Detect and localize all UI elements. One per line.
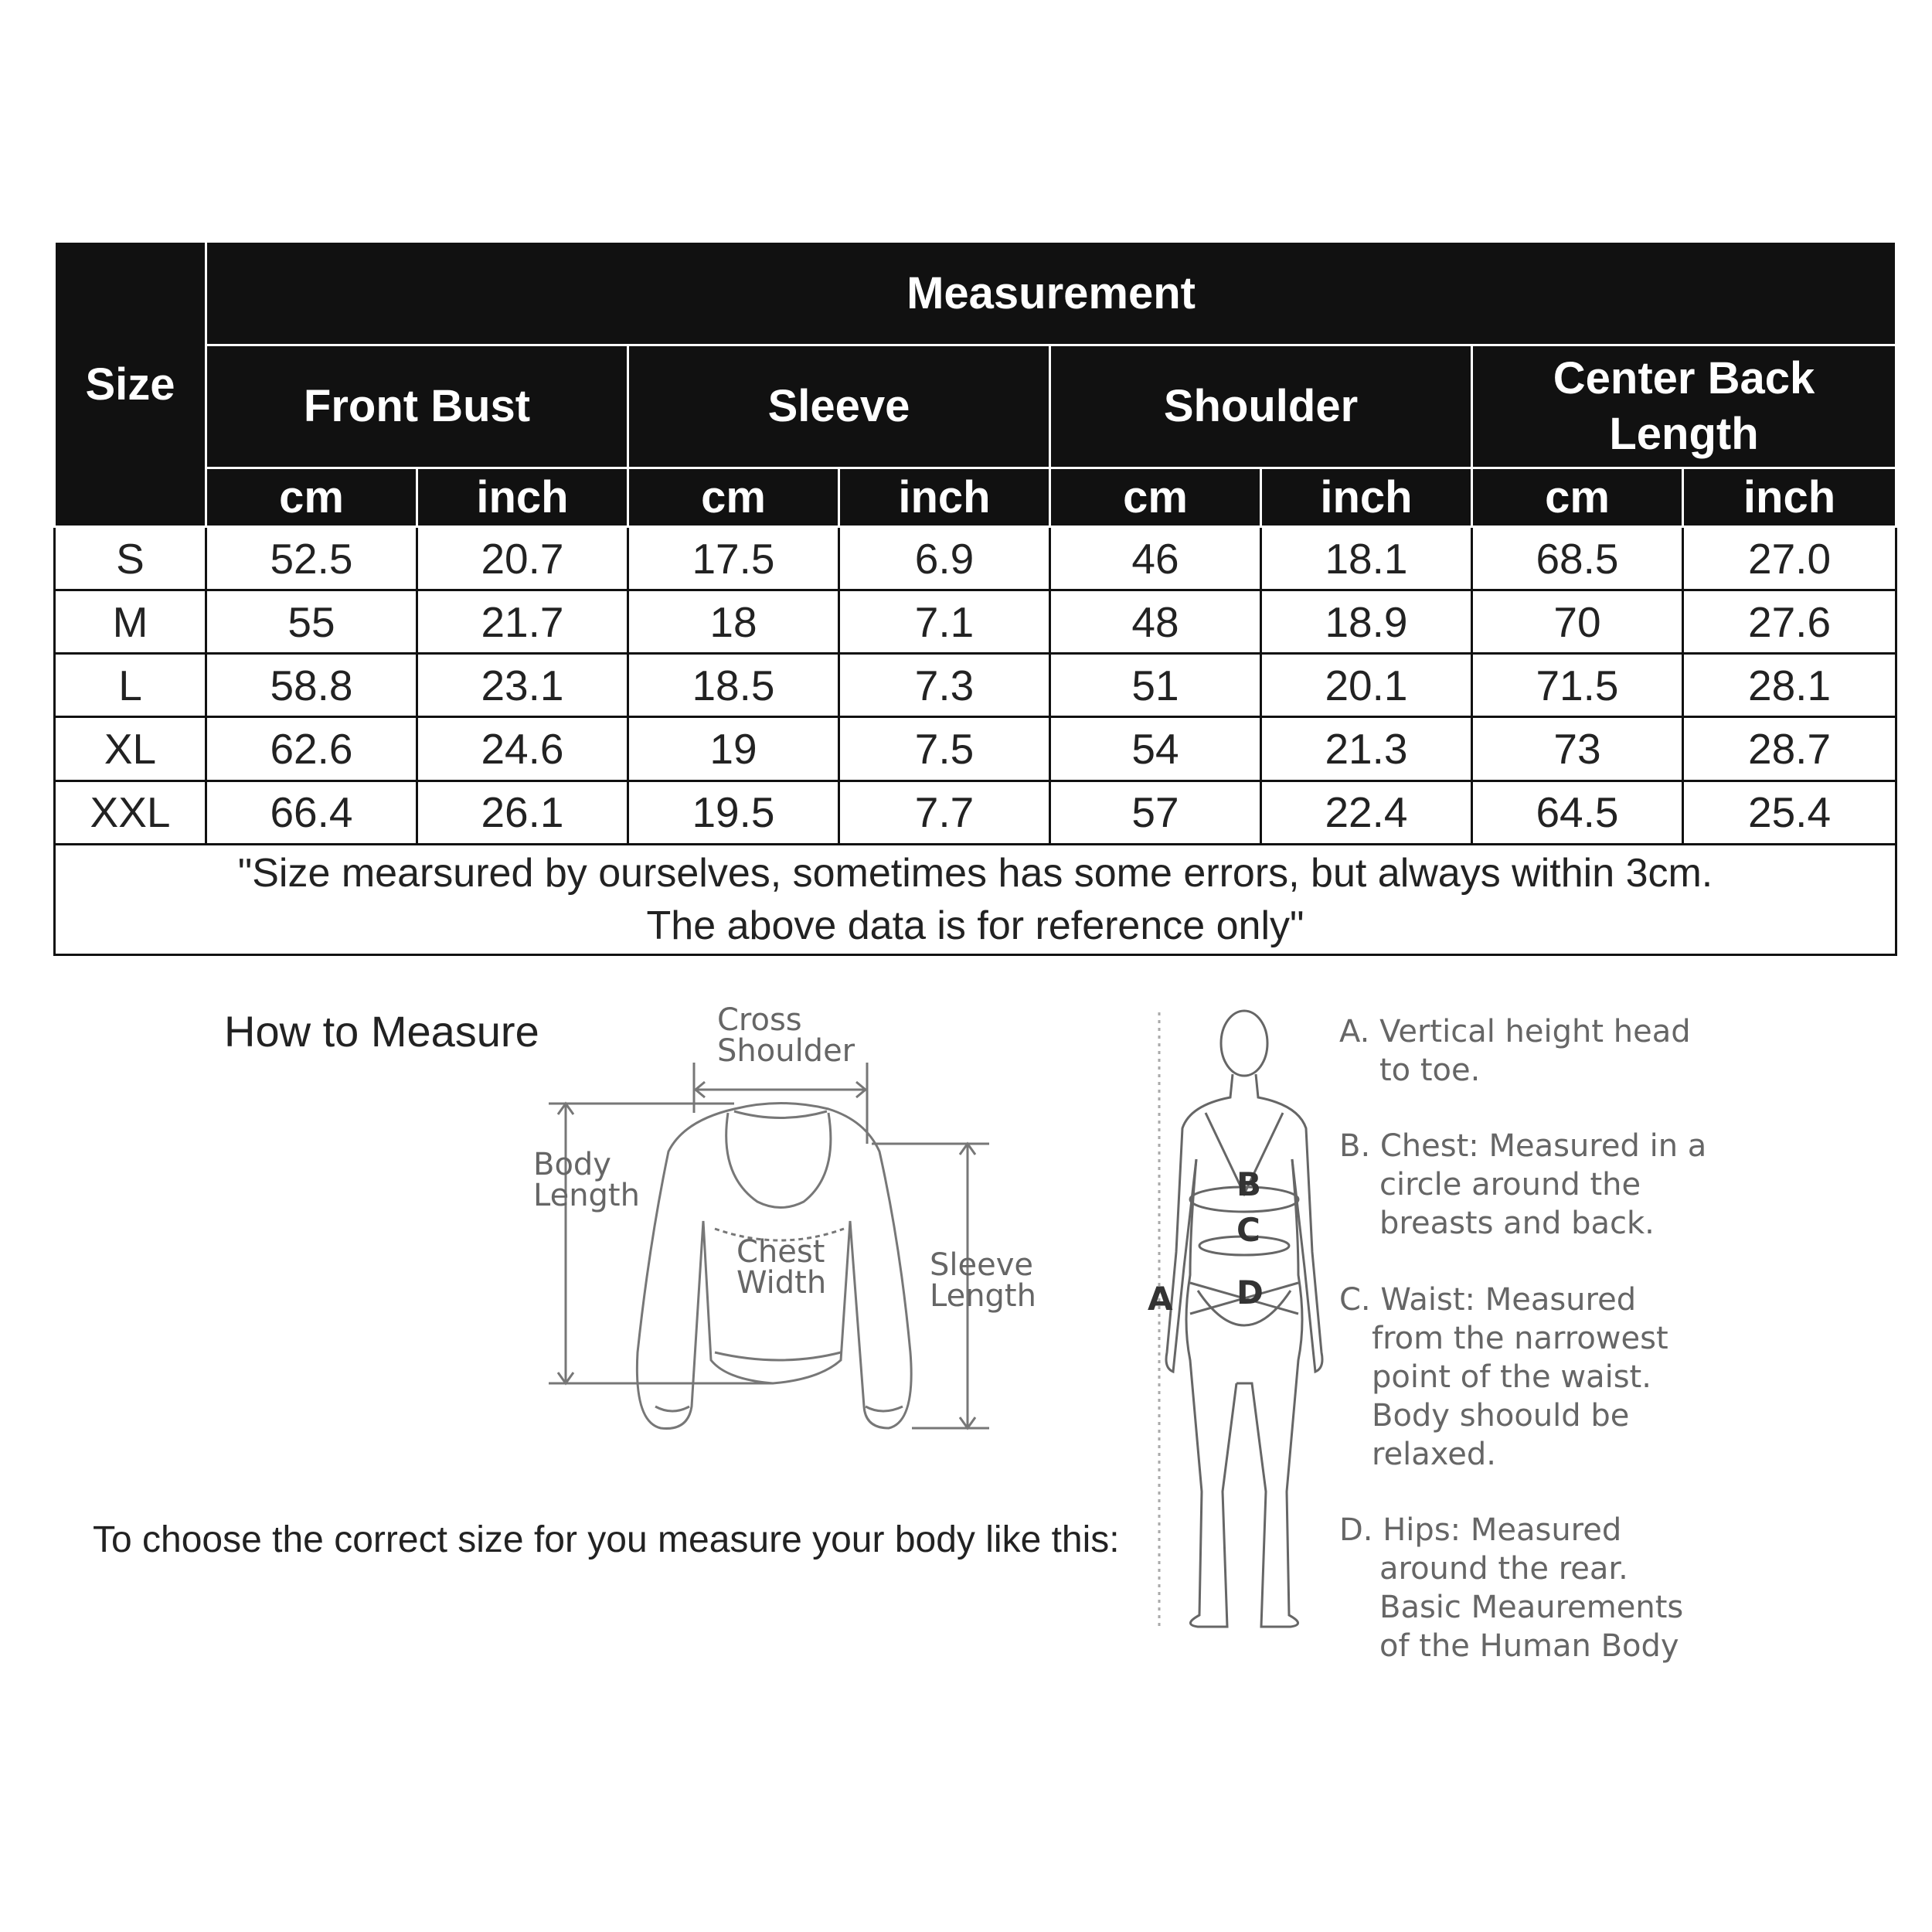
- unit-header-cm: cm: [628, 468, 839, 527]
- unit-header-cm: cm: [206, 468, 417, 527]
- table-note-row: [55, 844, 1896, 954]
- definition-b-line3: breasts and back.: [1379, 1206, 1655, 1241]
- table-cell: 20.1: [1261, 654, 1472, 717]
- body-length-line2: Length: [533, 1178, 640, 1213]
- size-cell: S: [55, 527, 206, 590]
- chest-width-line2: Width: [736, 1265, 827, 1301]
- cross-shoulder-label: [717, 1002, 855, 1069]
- table-cell: 54: [1050, 717, 1261, 781]
- body-length-label: [533, 1149, 640, 1211]
- size-cell: XXL: [55, 781, 206, 844]
- figure-letter-d: D: [1236, 1274, 1264, 1311]
- how-to-measure-title: How to Measure: [224, 1007, 539, 1056]
- table-cell: 17.5: [628, 527, 839, 590]
- definition-c: [1339, 1281, 1668, 1474]
- definition-b-line1: B. Chest: Measured in a: [1339, 1128, 1707, 1164]
- definition-d-line1: D. Hips: Measured: [1339, 1512, 1622, 1548]
- table-cell: 18.5: [628, 654, 839, 717]
- definition-d-line2: around the rear.: [1379, 1551, 1628, 1587]
- cross-shoulder-line2: Shoulder: [717, 1033, 855, 1069]
- note-line-1: "Size mearsured by ourselves, sometimes has some errors, but always within 3cm.: [237, 850, 1713, 896]
- table-cell: 7.3: [839, 654, 1050, 717]
- center-back-line1: Center Back: [1553, 353, 1815, 403]
- sleeve-length-line1: Sleeve: [930, 1247, 1034, 1283]
- sleeve-length-line2: Length: [930, 1278, 1036, 1314]
- definition-b-line2: circle around the: [1379, 1167, 1641, 1202]
- size-header: Size: [55, 242, 206, 527]
- table-cell: 25.4: [1683, 781, 1896, 844]
- unit-header-cm: cm: [1472, 468, 1683, 527]
- table-cell: 64.5: [1472, 781, 1683, 844]
- definition-a-line1: A. Vertical height head: [1339, 1014, 1691, 1049]
- table-cell: 73: [1472, 717, 1683, 781]
- table-cell: 18: [628, 590, 839, 654]
- table-row: [55, 590, 1896, 654]
- definition-d-line4: of the Human Body: [1379, 1628, 1679, 1664]
- table-cell: 26.1: [417, 781, 628, 844]
- table-row: [55, 717, 1896, 781]
- table-cell: 27.0: [1683, 527, 1896, 590]
- group-header-sleeve: Sleeve: [628, 345, 1050, 468]
- body-length-line1: Body: [533, 1147, 611, 1182]
- table-cell: 19.5: [628, 781, 839, 844]
- definition-b: [1339, 1127, 1706, 1243]
- table-cell: 48: [1050, 590, 1261, 654]
- definition-d: [1339, 1511, 1683, 1665]
- definition-a-line2: to toe.: [1379, 1053, 1481, 1088]
- table-cell: 68.5: [1472, 527, 1683, 590]
- definition-c-line1: C. Waist: Measured: [1339, 1282, 1637, 1318]
- table-row: [55, 781, 1896, 844]
- definition-c-line2: from the narrowest: [1372, 1321, 1668, 1356]
- table-cell: 7.7: [839, 781, 1050, 844]
- size-cell: XL: [55, 717, 206, 781]
- table-cell: 20.7: [417, 527, 628, 590]
- sleeve-length-label: [930, 1247, 1036, 1314]
- table-cell: 46: [1050, 527, 1261, 590]
- table-cell: 71.5: [1472, 654, 1683, 717]
- table-cell: 70: [1472, 590, 1683, 654]
- unit-header-inch: inch: [417, 468, 628, 527]
- table-cell: 21.7: [417, 590, 628, 654]
- table-cell: 55: [206, 590, 417, 654]
- cross-shoulder-line1: Cross: [717, 1002, 802, 1038]
- size-cell: M: [55, 590, 206, 654]
- definition-c-line3: point of the waist.: [1372, 1359, 1651, 1395]
- figure-letter-c: C: [1236, 1211, 1260, 1249]
- human-figure-diagram: [1136, 997, 1337, 1646]
- unit-header-inch: inch: [839, 468, 1050, 527]
- table-cell: 19: [628, 717, 839, 781]
- definition-c-line4: Body shoould be: [1372, 1398, 1630, 1434]
- definition-d-line3: Basic Meaurements: [1379, 1590, 1684, 1625]
- table-cell: 28.7: [1683, 717, 1896, 781]
- table-cell: 58.8: [206, 654, 417, 717]
- table-row: [55, 527, 1896, 590]
- chest-width-label: [736, 1234, 827, 1301]
- table-cell: 66.4: [206, 781, 417, 844]
- unit-header-cm: cm: [1050, 468, 1261, 527]
- table-row: [55, 654, 1896, 717]
- chest-width-line1: Chest: [736, 1234, 825, 1270]
- table-cell: 62.6: [206, 717, 417, 781]
- size-cell: L: [55, 654, 206, 717]
- unit-header-inch: inch: [1683, 468, 1896, 527]
- figure-letter-b: B: [1236, 1165, 1262, 1203]
- table-cell: 28.1: [1683, 654, 1896, 717]
- figure-head: [1221, 1011, 1267, 1076]
- table-cell: 7.1: [839, 590, 1050, 654]
- table-cell: 23.1: [417, 654, 628, 717]
- group-header-center-back-length: [1472, 345, 1896, 468]
- group-header-front-bust: Front Bust: [206, 345, 628, 468]
- group-header-shoulder: Shoulder: [1050, 345, 1472, 468]
- measure-instruction: To choose the correct size for you measure your body like this:: [93, 1519, 1120, 1560]
- table-cell: 51: [1050, 654, 1261, 717]
- table-cell: 27.6: [1683, 590, 1896, 654]
- size-chart-table: [53, 240, 1897, 956]
- definition-c-line5: relaxed.: [1372, 1437, 1496, 1472]
- table-note: [55, 844, 1896, 954]
- table-cell: 22.4: [1261, 781, 1472, 844]
- table-cell: 52.5: [206, 527, 417, 590]
- table-cell: 57: [1050, 781, 1261, 844]
- table-cell: 18.9: [1261, 590, 1472, 654]
- measurement-header: Measurement: [206, 242, 1896, 345]
- table-cell: 7.5: [839, 717, 1050, 781]
- unit-header-inch: inch: [1261, 468, 1472, 527]
- table-cell: 6.9: [839, 527, 1050, 590]
- definition-a: [1339, 1012, 1691, 1090]
- center-back-line2: Length: [1609, 409, 1759, 459]
- table-cell: 18.1: [1261, 527, 1472, 590]
- note-line-2: The above data is for reference only": [646, 903, 1304, 948]
- table-cell: 24.6: [417, 717, 628, 781]
- figure-letter-a: A: [1148, 1280, 1173, 1318]
- table-cell: 21.3: [1261, 717, 1472, 781]
